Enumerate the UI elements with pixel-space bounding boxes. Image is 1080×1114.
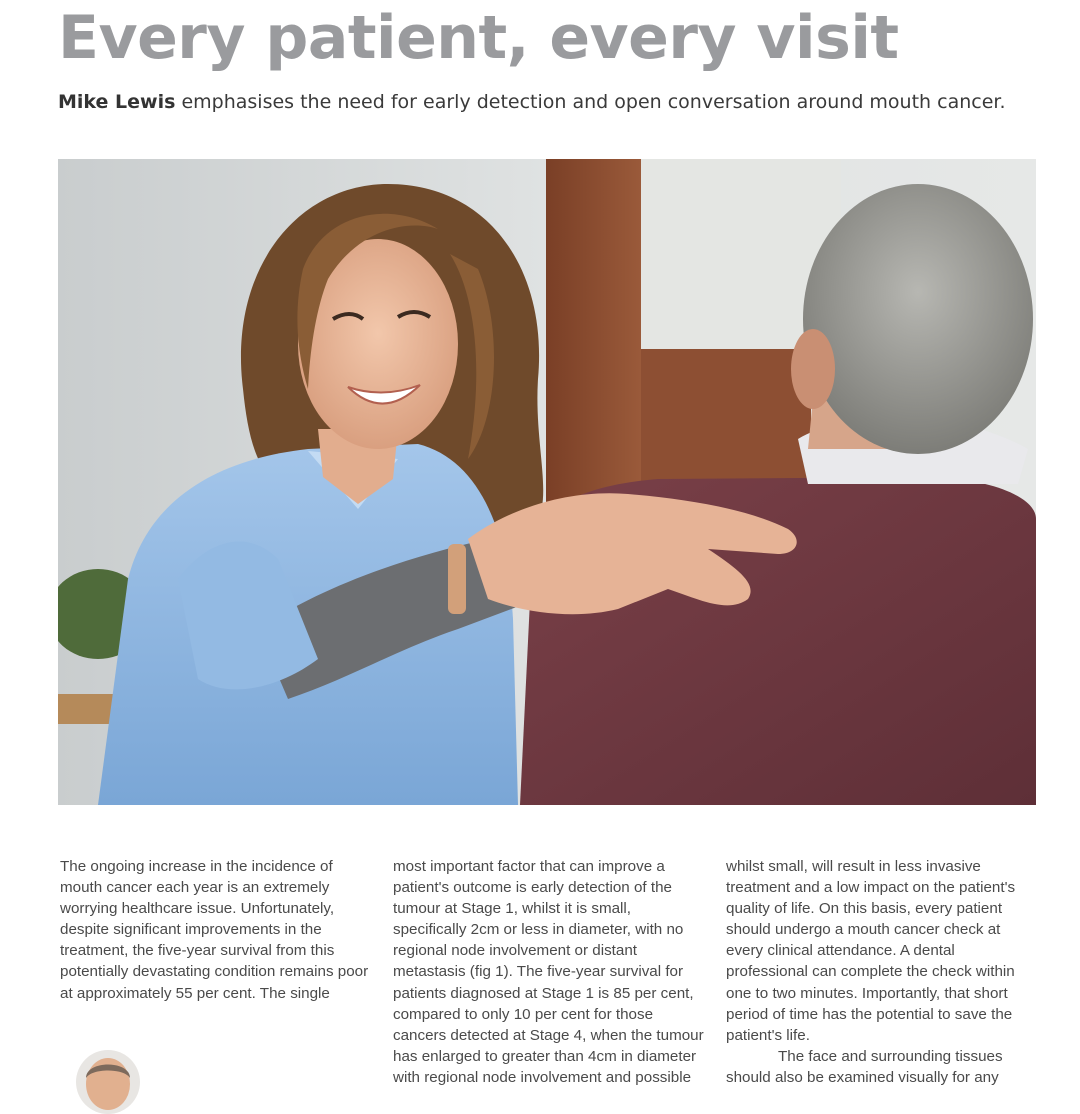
paragraph: whilst small, will result in less invasive treatment and a low impact on the patient's quality of life. On this basis, every patient should undergo a mouth cancer check at every clinical attendance. A dental professional can complete the check within one to two minutes. Importantly, that short period of time has the potential to save the patient's life. — [726, 858, 1016, 1044]
body-column-2 — [393, 856, 705, 1088]
paragraph: The ongoing increase in the incidence of mouth cancer each year is an extremely worrying healthcare issue. Unfortunately, despite significant improvements in the treatment, the five-year survival from this potentially devastating condition remains poor at approximately 55 per cent. The single — [60, 858, 369, 1002]
article-title: Every patient, every visit — [58, 3, 899, 73]
author-avatar — [76, 1050, 140, 1114]
hero-photo — [58, 159, 1036, 805]
body-column-1 — [60, 856, 372, 1004]
paragraph: The face and surrounding tissues should also be examined visually for any — [726, 1047, 1003, 1086]
standfirst-text: emphasises the need for early detection and open conversation around mouth cancer. — [175, 91, 1006, 113]
author-name: Mike Lewis — [58, 91, 176, 113]
standfirst — [58, 88, 1006, 116]
paragraph: most important factor that can improve a patient's outcome is early detection of the tumour at Stage 1, whilst it is small, specifically 2cm or less in diameter, with no regional node involvement or distant metastasis (fig 1). The five-year survival for patients diagnosed at Stage 1 is 85 per cent, compared to only 10 per cent for those cancers detected at Stage 4, when the tumour has enlarged to greater than 4cm in diameter with regional node involvement and possible — [393, 858, 704, 1086]
body-column-3 — [726, 856, 1038, 1088]
